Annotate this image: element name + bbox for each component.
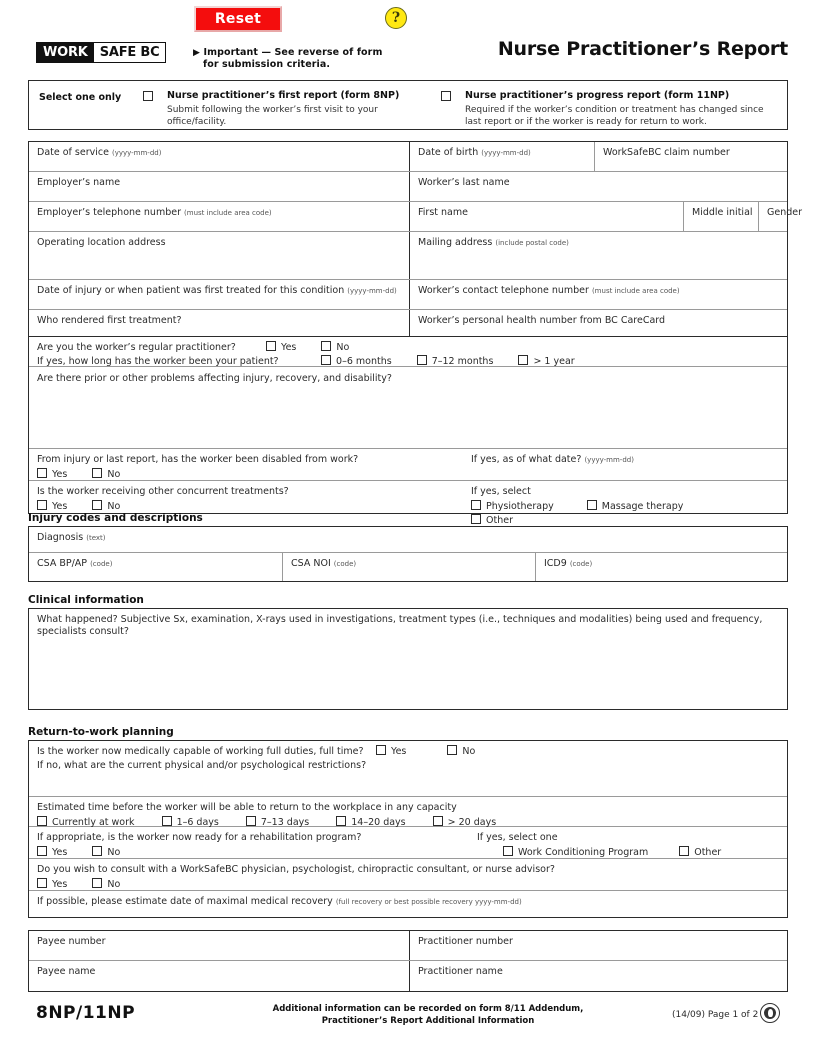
checkbox-label: > 1 year <box>533 356 575 367</box>
if-yes-select-label: If yes, select <box>471 486 531 497</box>
important-line-1: Important — See reverse of form <box>203 47 383 58</box>
field-hint: (yyyy-mm-dd) <box>584 456 634 464</box>
select-one-only-box <box>28 80 788 130</box>
field-worker-contact-telephone[interactable] <box>409 280 787 309</box>
important-line-2: for submission criteria. <box>203 59 331 70</box>
field-label: Employer’s telephone number <box>37 207 181 218</box>
field-label: Employer’s name <box>37 177 121 188</box>
checkbox-box[interactable] <box>92 846 102 856</box>
field-payee-number[interactable] <box>29 931 409 960</box>
checkbox-regular-yes[interactable] <box>266 341 318 355</box>
rehab-options <box>37 846 467 860</box>
field-diagnosis[interactable] <box>29 527 787 552</box>
field-label: Worker’s contact telephone number <box>418 285 589 296</box>
checkbox-first-report[interactable] <box>143 91 153 101</box>
estimated-time-question: Estimated time before the worker will be able to return to the workplace in any capacity <box>37 802 457 813</box>
checkbox-label: Yes <box>52 879 68 890</box>
checkbox-label: No <box>462 746 476 757</box>
checkbox-label: Other <box>486 515 513 526</box>
consult-options <box>37 878 779 892</box>
checkbox-box[interactable] <box>37 468 47 478</box>
checkbox-box[interactable] <box>447 745 457 755</box>
field-hint: (code) <box>90 560 113 568</box>
checkbox-box[interactable] <box>92 500 102 510</box>
field-payee-name[interactable] <box>29 961 409 991</box>
field-csa-bpap[interactable] <box>29 553 282 581</box>
table-row <box>29 172 787 202</box>
worksafebc-logo <box>36 42 166 63</box>
checkbox-label: Yes <box>391 746 407 757</box>
progress-report-heading: Nurse practitioner’s progress report (form 11NP) <box>465 90 730 101</box>
table-row <box>29 553 787 581</box>
checkbox-box[interactable] <box>587 500 597 510</box>
checkbox-box[interactable] <box>37 500 47 510</box>
checkbox-capable-no[interactable] <box>447 745 497 759</box>
help-icon[interactable] <box>385 7 407 29</box>
field-label: CSA NOI <box>291 558 331 569</box>
checkbox-massage-therapy[interactable] <box>587 500 714 514</box>
checkbox-box[interactable] <box>37 846 47 856</box>
table-row <box>29 280 787 310</box>
question-label: If possible, please estimate date of maximal medical recovery <box>37 896 333 907</box>
page-info: (14/09) Page 1 of 2 <box>672 1010 759 1020</box>
field-claim-number[interactable] <box>594 142 787 171</box>
return-to-work-table <box>28 740 788 918</box>
checkbox-box[interactable] <box>266 341 276 351</box>
help-icon-glyph: ? <box>391 10 401 26</box>
question-label: Are you the worker’s regular practitioner? <box>37 342 236 353</box>
checkbox-label: Currently at work <box>52 817 135 828</box>
field-date-of-birth[interactable] <box>409 142 594 171</box>
medically-capable-row <box>29 741 787 797</box>
injury-codes-table <box>28 526 788 582</box>
capable-question-line <box>37 745 779 759</box>
patient-info-table <box>28 141 803 341</box>
field-label: Date of service <box>37 147 109 158</box>
checkbox-box[interactable] <box>321 355 331 365</box>
triangle-bullet-icon: ▶ <box>193 48 201 58</box>
field-middle-initial[interactable] <box>683 202 758 231</box>
treatment-type-options <box>471 500 779 528</box>
report-type-option-first[interactable] <box>143 90 433 128</box>
checkbox-label: Physiotherapy <box>486 501 554 512</box>
field-label: Middle initial <box>692 207 753 218</box>
checkbox-box[interactable] <box>162 816 172 826</box>
select-one-only-label: Select one only <box>39 92 122 103</box>
checkbox-box[interactable] <box>433 816 443 826</box>
important-notice <box>193 47 382 71</box>
clinical-prompt: What happened? Subjective Sx, examination, X-rays used in investigations, treatment types (i.e., techniques and modalities) being used and frequency, specialists consult? <box>37 614 763 637</box>
footer-note-line-2: Practitioner’s Report Additional Information <box>321 1015 535 1026</box>
report-type-option-progress[interactable] <box>441 90 781 128</box>
checkbox-disabled-yes[interactable] <box>37 468 89 482</box>
checkbox-box[interactable] <box>376 745 386 755</box>
field-practitioner-number[interactable] <box>409 931 787 960</box>
checkbox-label: Yes <box>281 342 297 353</box>
field-label: First name <box>418 207 468 218</box>
field-hint: (yyyy-mm-dd) <box>347 287 397 295</box>
field-hint: (yyyy-mm-dd) <box>481 149 531 157</box>
checkbox-label: Yes <box>52 501 68 512</box>
checkbox-label: Work Conditioning Program <box>518 847 649 858</box>
clinical-information-table[interactable] <box>28 608 788 710</box>
checkbox-box[interactable] <box>518 355 528 365</box>
field-first-name[interactable] <box>409 202 683 231</box>
checkbox-disabled-no[interactable] <box>92 468 142 482</box>
field-hint: (include postal code) <box>495 239 569 247</box>
checkbox-label: No <box>107 879 121 890</box>
checkbox-box[interactable] <box>37 816 47 826</box>
checkbox-box[interactable] <box>336 816 346 826</box>
checkbox-box[interactable] <box>92 468 102 478</box>
field-hint: (text) <box>86 534 106 542</box>
disabled-left-column <box>37 453 467 482</box>
field-operating-location-address[interactable] <box>29 232 409 279</box>
payee-practitioner-table <box>28 930 788 992</box>
checkbox-box[interactable] <box>471 500 481 510</box>
field-label: Operating location address <box>37 237 166 248</box>
field-label: Worker’s last name <box>418 177 510 188</box>
checkbox-consult-yes[interactable] <box>37 878 89 892</box>
if-yes-select-one-label: If yes, select one <box>477 832 558 843</box>
field-csa-noi[interactable] <box>282 553 535 581</box>
checkbox-label: 14–20 days <box>351 817 406 828</box>
field-label: Mailing address <box>418 237 493 248</box>
checkbox-capable-yes[interactable] <box>376 745 444 759</box>
regular-practitioner-row <box>29 337 787 367</box>
field-label: Payee number <box>37 936 106 947</box>
field-hint: (full recovery or best possible recovery yyyy-mm-dd) <box>335 898 522 906</box>
reset-button-label: Reset <box>214 11 262 27</box>
field-employer-name[interactable] <box>29 172 409 201</box>
field-hint: (must include area code) <box>591 287 680 295</box>
checkbox-label: No <box>336 342 350 353</box>
prior-problems-question: Are there prior or other problems affecting injury, recovery, and disability? <box>37 373 392 384</box>
field-label: Date of injury or when patient was first treated for this condition <box>37 285 345 296</box>
table-row <box>29 232 787 280</box>
field-label: Date of birth <box>418 147 479 158</box>
question-label: Is the worker now medically capable of working full duties, full time? <box>37 746 364 757</box>
recovery-question <box>37 895 779 909</box>
field-gender[interactable] <box>758 202 803 231</box>
checkbox-physiotherapy[interactable] <box>471 500 584 514</box>
checkbox-box[interactable] <box>471 514 481 524</box>
field-label: Who rendered first treatment? <box>37 315 182 326</box>
field-label: Payee name <box>37 966 96 977</box>
table-row <box>29 931 787 961</box>
checkbox-box[interactable] <box>417 355 427 365</box>
injury-codes-heading: Injury codes and descriptions <box>28 512 203 524</box>
checkbox-label: Yes <box>52 469 68 480</box>
field-label: Practitioner number <box>418 936 513 947</box>
question-label: If yes, as of what date? <box>471 454 582 465</box>
field-label: Practitioner name <box>418 966 503 977</box>
estimated-time-row <box>29 797 787 827</box>
checkbox-rehab-yes[interactable] <box>37 846 89 860</box>
checkbox-rehab-no[interactable] <box>92 846 142 860</box>
disabled-question: From injury or last report, has the worker been disabled from work? <box>37 454 359 465</box>
table-row <box>29 202 803 232</box>
field-hint: (must include area code) <box>184 209 272 217</box>
checkbox-label: No <box>107 469 121 480</box>
consult-question: Do you wish to consult with a WorkSafeBC physician, psychologist, chiropractic consultant, or nurse advisor? <box>37 864 555 875</box>
prior-problems-row[interactable] <box>29 367 787 449</box>
question-label: If yes, how long has the worker been your patient? <box>37 356 279 367</box>
disabled-from-work-row <box>29 449 787 481</box>
regular-practitioner-line <box>37 341 779 355</box>
checkbox-consult-no[interactable] <box>92 878 142 892</box>
logo-work-text: WORK <box>37 43 94 62</box>
checkbox-box[interactable] <box>321 341 331 351</box>
field-employer-telephone[interactable] <box>29 202 409 231</box>
field-practitioner-name[interactable] <box>409 961 787 991</box>
maximal-recovery-row[interactable] <box>29 891 787 917</box>
checkbox-label: Yes <box>52 847 68 858</box>
table-row <box>29 961 787 991</box>
field-hint: (code) <box>569 560 593 568</box>
form-code: 8NP/11NP <box>36 1003 136 1023</box>
reset-button[interactable] <box>194 6 282 32</box>
checkbox-box[interactable] <box>246 816 256 826</box>
checkbox-work-conditioning-program[interactable] <box>503 846 676 860</box>
checkbox-box[interactable] <box>92 878 102 888</box>
field-worker-last-name[interactable] <box>409 172 787 201</box>
checkbox-box[interactable] <box>37 878 47 888</box>
rehabilitation-row <box>29 827 787 859</box>
progress-report-description: Required if the worker’s condition or treatment has changed since last report or if the worker is ready for return to work. <box>465 105 764 127</box>
checkbox-label: Other <box>694 847 722 858</box>
disabled-right-column[interactable] <box>471 453 779 467</box>
field-label: WorkSafeBC claim number <box>603 147 730 158</box>
concurrent-left-column <box>37 485 467 514</box>
checkbox-label: 7–13 days <box>260 817 310 828</box>
field-label: ICD9 <box>544 558 567 569</box>
field-hint: (code) <box>333 560 357 568</box>
table-row <box>29 527 787 553</box>
checkbox-label: > 20 days <box>447 817 497 828</box>
consult-row <box>29 859 787 891</box>
checkbox-label: No <box>107 847 121 858</box>
checkbox-progress-report[interactable] <box>441 91 451 101</box>
field-date-of-service[interactable] <box>29 142 409 171</box>
field-label: Diagnosis <box>37 532 84 543</box>
checkbox-label: 7–12 months <box>431 356 494 367</box>
field-label: CSA BP/AP <box>37 558 88 569</box>
concurrent-question: Is the worker receiving other concurrent treatments? <box>37 486 289 497</box>
field-icd9[interactable] <box>535 553 787 581</box>
checkbox-label: 0–6 months <box>336 356 392 367</box>
field-mailing-address[interactable] <box>409 232 787 279</box>
field-label: Worker’s personal health number from BC CareCard <box>418 315 666 326</box>
first-report-heading: Nurse practitioner’s first report (form 8NP) <box>167 90 400 101</box>
bc-seal-icon <box>760 1003 780 1023</box>
checkbox-regular-no[interactable] <box>321 341 371 355</box>
clinical-information-heading: Clinical information <box>28 594 144 606</box>
checkbox-label: No <box>107 501 121 512</box>
checkbox-box[interactable] <box>679 846 689 856</box>
bc-seal-torch <box>768 1009 773 1017</box>
checkbox-label: Massage therapy <box>601 501 684 512</box>
first-report-description: Submit following the worker’s first visit to your office/facility. <box>167 105 378 127</box>
field-date-of-injury[interactable] <box>29 280 409 309</box>
as-of-date-question <box>471 453 779 467</box>
rehab-question: If appropriate, is the worker now ready for a rehabilitation program? <box>37 832 362 843</box>
field-label: Gender <box>767 207 803 218</box>
page-title: Nurse Practitioner’s Report <box>497 38 788 60</box>
logo-safebc-text: SAFE BC <box>94 43 166 62</box>
rehab-program-options <box>477 846 779 860</box>
restrictions-question: If no, what are the current physical and/or psychological restrictions? <box>37 760 367 771</box>
table-row <box>29 142 787 172</box>
checkbox-label: 1–6 days <box>176 817 219 828</box>
footer-note <box>258 1004 598 1027</box>
footer-note-line-1: Additional information can be recorded on form 8/11 Addendum, <box>272 1004 584 1014</box>
checkbox-box[interactable] <box>503 846 513 856</box>
rehab-left-column <box>37 831 467 860</box>
field-hint: (yyyy-mm-dd) <box>111 149 162 157</box>
concurrent-right-column <box>471 485 779 528</box>
checkbox-rehab-other[interactable] <box>679 846 743 860</box>
rehab-right-column <box>477 831 779 860</box>
disabled-options <box>37 468 467 482</box>
return-to-work-heading: Return-to-work planning <box>28 726 174 738</box>
